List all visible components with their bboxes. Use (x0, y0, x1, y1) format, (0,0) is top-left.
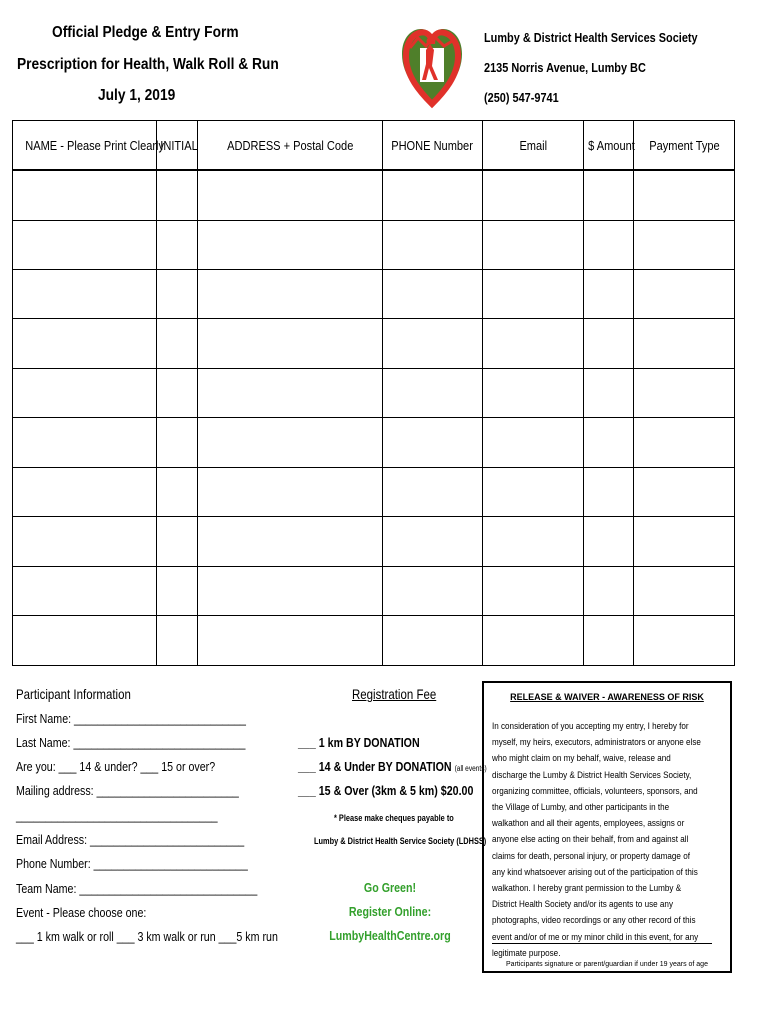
cell-email[interactable] (483, 566, 584, 615)
release-waiver-box (482, 681, 732, 973)
cell-initial[interactable] (157, 467, 198, 516)
cell-payment-type[interactable] (634, 368, 735, 417)
cell-name[interactable] (13, 467, 157, 516)
signature-label: Participants signature or parent/guardian if under 19 years of age (506, 961, 708, 968)
fee-option-note: (all events) (454, 764, 487, 773)
column-header-initial: INITIAL (157, 121, 198, 171)
cell-phone[interactable] (383, 616, 483, 666)
cell-initial[interactable] (157, 616, 198, 666)
cell-email[interactable] (483, 368, 584, 417)
cell-phone[interactable] (383, 220, 483, 269)
cell-email[interactable] (483, 616, 584, 666)
cell-amount[interactable] (584, 616, 634, 666)
event-title: Prescription for Health, Walk Roll & Run (17, 56, 279, 73)
cell-phone[interactable] (383, 418, 483, 467)
table-row (13, 170, 735, 220)
form-title: Official Pledge & Entry Form (52, 24, 239, 41)
table-row (13, 319, 735, 368)
cell-email[interactable] (483, 170, 584, 220)
cell-email[interactable] (483, 269, 584, 318)
column-header-payment-type: Payment Type (634, 121, 735, 171)
cell-amount[interactable] (584, 467, 634, 516)
cell-phone[interactable] (383, 319, 483, 368)
signature-line[interactable] (492, 943, 712, 944)
cell-name[interactable] (13, 566, 157, 615)
cell-initial[interactable] (157, 566, 198, 615)
cell-amount[interactable] (584, 220, 634, 269)
cell-initial[interactable] (157, 517, 198, 566)
cell-email[interactable] (483, 319, 584, 368)
table-row (13, 418, 735, 467)
registration-fee-heading: Registration Fee (352, 686, 437, 702)
column-header-address: ADDRESS + Postal Code (198, 121, 383, 171)
cell-phone[interactable] (383, 467, 483, 516)
cell-name[interactable] (13, 616, 157, 666)
cell-name[interactable] (13, 517, 157, 566)
logo (396, 18, 468, 110)
table-row (13, 517, 735, 566)
fee-option-15-over[interactable]: ___ 15 & Over (3km & 5 km) $20.00 (298, 783, 474, 798)
cell-amount[interactable] (584, 418, 634, 467)
column-header-phone: PHONE Number (383, 121, 483, 171)
org-name: Lumby & District Health Services Society (484, 30, 698, 45)
cell-email[interactable] (483, 467, 584, 516)
cell-initial[interactable] (157, 220, 198, 269)
waiver-title: RELEASE & WAIVER - AWARENESS OF RISK (510, 692, 704, 702)
cell-amount[interactable] (584, 319, 634, 368)
cell-name[interactable] (13, 170, 157, 220)
age-choice-field[interactable]: Are you: ___ 14 & under? ___ 15 or over? (16, 759, 216, 774)
cell-payment-type[interactable] (634, 269, 735, 318)
cell-payment-type[interactable] (634, 418, 735, 467)
column-header-name: NAME - Please Print Clearly (13, 121, 157, 171)
cell-phone[interactable] (383, 368, 483, 417)
phone-field[interactable]: Phone Number: __________________________ (16, 856, 248, 871)
website-link[interactable]: LumbyHealthCentre.org (329, 928, 451, 943)
cell-initial[interactable] (157, 368, 198, 417)
mailing-address-line2[interactable]: __________________________________ (16, 808, 218, 823)
event-options-field[interactable]: ___ 1 km walk or roll ___ 3 km walk or run ___5 km run (16, 929, 278, 944)
cell-initial[interactable] (157, 418, 198, 467)
table-header-row (13, 121, 735, 171)
cell-name[interactable] (13, 418, 157, 467)
cell-payment-type[interactable] (634, 319, 735, 368)
cell-address[interactable] (198, 566, 383, 615)
cell-address[interactable] (198, 418, 383, 467)
first-name-field[interactable]: First Name: _____________________________ (16, 711, 246, 726)
cell-address[interactable] (198, 517, 383, 566)
column-header-email: Email (483, 121, 584, 171)
event-date: July 1, 2019 (98, 87, 176, 104)
go-green-text: Go Green! (363, 880, 417, 895)
email-field[interactable]: Email Address: __________________________ (16, 832, 245, 847)
cell-email[interactable] (483, 418, 584, 467)
cell-address[interactable] (198, 368, 383, 417)
fee-option-14-under[interactable]: ___ 14 & Under BY DONATION (all events) (298, 759, 487, 774)
table-row (13, 616, 735, 666)
cell-amount[interactable] (584, 566, 634, 615)
cell-initial[interactable] (157, 319, 198, 368)
table-row (13, 566, 735, 615)
cell-address[interactable] (198, 220, 383, 269)
cell-name[interactable] (13, 220, 157, 269)
cell-phone[interactable] (383, 566, 483, 615)
cell-email[interactable] (483, 220, 584, 269)
cell-email[interactable] (483, 517, 584, 566)
cell-amount[interactable] (584, 368, 634, 417)
register-online-text: Register Online: (348, 904, 432, 919)
cell-address[interactable] (198, 170, 383, 220)
cell-amount[interactable] (584, 269, 634, 318)
team-name-field[interactable]: Team Name: ______________________________ (16, 881, 258, 896)
cell-payment-type[interactable] (634, 616, 735, 666)
waiver-text: In consideration of you accepting my entry, I hereby for myself, my heirs, executors, administrators or anyone else who might claim on my behalf, waive, release and discharge the Lumby & District Health Services Society, organizing committee, officials, volunteers, sponsors, and the Village of Lumby, and other participants in the walkathon and all their agents, employees, assigns or anyone else acting on their behalf, from and against all claims for death, personal injury, or property damage of any kind whatsoever arising out of the participation of this walkathon. I hereby grant permission to the Lumby & District Health Society and/or its agents to use any photographs, video recordings or any other record of this event and/or of me or my minor child in this event, for any legitimate purpose. (492, 721, 701, 958)
cell-phone[interactable] (383, 517, 483, 566)
fee-option-1km[interactable]: ___ 1 km BY DONATION (298, 735, 420, 750)
table-row (13, 467, 735, 516)
participant-heading: Participant Information (16, 686, 131, 702)
cell-payment-type[interactable] (634, 517, 735, 566)
cell-name[interactable] (13, 269, 157, 318)
cell-address[interactable] (198, 467, 383, 516)
cell-payment-type[interactable] (634, 170, 735, 220)
cheque-note: * Please make cheques payable to (334, 813, 454, 823)
cell-initial[interactable] (157, 269, 198, 318)
table-row (13, 269, 735, 318)
org-address: 2135 Norris Avenue, Lumby BC (484, 60, 646, 75)
cell-initial[interactable] (157, 170, 198, 220)
mailing-address-field[interactable]: Mailing address: ________________________ (16, 783, 239, 798)
table-row (13, 220, 735, 269)
cell-address[interactable] (198, 269, 383, 318)
cell-phone[interactable] (383, 269, 483, 318)
cell-payment-type[interactable] (634, 566, 735, 615)
table-row (13, 368, 735, 417)
cell-amount[interactable] (584, 170, 634, 220)
cell-name[interactable] (13, 368, 157, 417)
cheque-payee: Lumby & District Health Service Society (LDHSS) (314, 836, 487, 846)
cell-address[interactable] (198, 319, 383, 368)
pledge-entry-table (12, 120, 735, 666)
last-name-field[interactable]: Last Name: _____________________________ (16, 735, 246, 750)
event-label: Event - Please choose one: (16, 905, 147, 920)
cell-amount[interactable] (584, 517, 634, 566)
cell-payment-type[interactable] (634, 220, 735, 269)
cell-name[interactable] (13, 319, 157, 368)
column-header-amount: $ Amount (584, 121, 634, 171)
cell-phone[interactable] (383, 170, 483, 220)
cell-payment-type[interactable] (634, 467, 735, 516)
cell-address[interactable] (198, 616, 383, 666)
org-phone: (250) 547-9741 (484, 90, 559, 105)
